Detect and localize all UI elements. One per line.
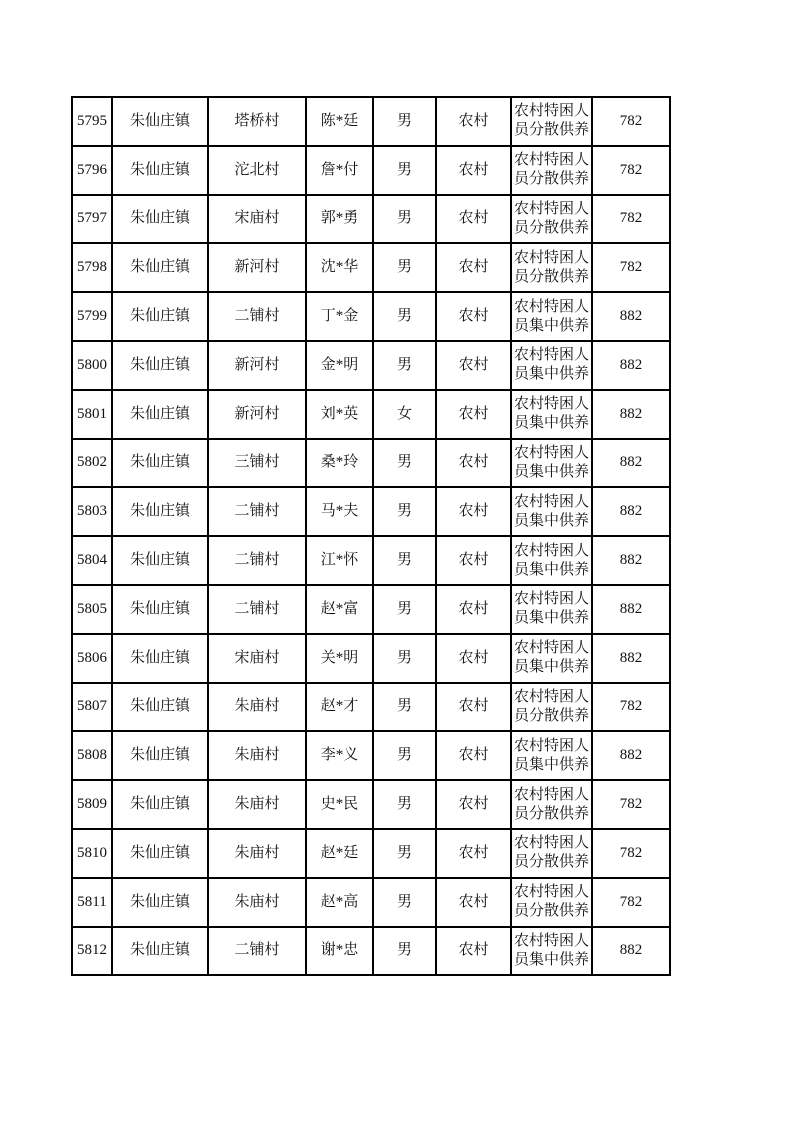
cell-town: 朱仙庄镇: [112, 439, 208, 488]
cell-gender: 男: [373, 341, 436, 390]
table-row: [72, 683, 670, 732]
cell-amount: 782: [592, 97, 670, 146]
table-row: [72, 927, 670, 976]
cell-area-type: 农村: [436, 780, 511, 829]
cell-village: 朱庙村: [208, 878, 306, 927]
cell-record-id: 5801: [72, 390, 112, 439]
table-row: [72, 97, 670, 146]
cell-support-type: 农村特困人员集中供养: [511, 585, 592, 634]
cell-town: 朱仙庄镇: [112, 683, 208, 732]
table-row: [72, 878, 670, 927]
table-row: [72, 731, 670, 780]
cell-person-name: 谢*忠: [306, 927, 373, 976]
cell-area-type: 农村: [436, 927, 511, 976]
cell-amount: 782: [592, 195, 670, 244]
table-body: [72, 97, 670, 975]
cell-gender: 男: [373, 195, 436, 244]
cell-amount: 882: [592, 536, 670, 585]
cell-gender: 男: [373, 780, 436, 829]
table-row: [72, 292, 670, 341]
cell-town: 朱仙庄镇: [112, 536, 208, 585]
cell-person-name: 桑*玲: [306, 439, 373, 488]
cell-village: 朱庙村: [208, 683, 306, 732]
cell-record-id: 5810: [72, 829, 112, 878]
cell-support-type: 农村特困人员集中供养: [511, 731, 592, 780]
cell-gender: 男: [373, 292, 436, 341]
cell-amount: 782: [592, 829, 670, 878]
cell-amount: 782: [592, 878, 670, 927]
cell-support-type: 农村特困人员分散供养: [511, 243, 592, 292]
cell-record-id: 5800: [72, 341, 112, 390]
cell-person-name: 赵*高: [306, 878, 373, 927]
cell-support-type: 农村特困人员集中供养: [511, 439, 592, 488]
cell-person-name: 沈*华: [306, 243, 373, 292]
cell-support-type: 农村特困人员集中供养: [511, 390, 592, 439]
cell-gender: 女: [373, 390, 436, 439]
welfare-recipients-table: [71, 96, 671, 976]
table-row: [72, 243, 670, 292]
cell-village: 沱北村: [208, 146, 306, 195]
cell-support-type: 农村特困人员分散供养: [511, 780, 592, 829]
cell-record-id: 5812: [72, 927, 112, 976]
cell-support-type: 农村特困人员集中供养: [511, 292, 592, 341]
cell-person-name: 马*夫: [306, 487, 373, 536]
table-row: [72, 146, 670, 195]
cell-amount: 782: [592, 780, 670, 829]
cell-village: 塔桥村: [208, 97, 306, 146]
cell-amount: 782: [592, 146, 670, 195]
welfare-table-container: [71, 96, 671, 976]
cell-amount: 782: [592, 243, 670, 292]
cell-village: 宋庙村: [208, 195, 306, 244]
cell-support-type: 农村特困人员集中供养: [511, 536, 592, 585]
cell-village: 二铺村: [208, 585, 306, 634]
table-row: [72, 585, 670, 634]
table-row: [72, 439, 670, 488]
cell-gender: 男: [373, 536, 436, 585]
cell-area-type: 农村: [436, 97, 511, 146]
cell-town: 朱仙庄镇: [112, 585, 208, 634]
cell-support-type: 农村特困人员分散供养: [511, 195, 592, 244]
cell-area-type: 农村: [436, 292, 511, 341]
cell-support-type: 农村特困人员分散供养: [511, 146, 592, 195]
cell-support-type: 农村特困人员集中供养: [511, 634, 592, 683]
cell-support-type: 农村特困人员分散供养: [511, 878, 592, 927]
cell-person-name: 刘*英: [306, 390, 373, 439]
cell-gender: 男: [373, 97, 436, 146]
table-row: [72, 195, 670, 244]
cell-town: 朱仙庄镇: [112, 927, 208, 976]
cell-amount: 782: [592, 683, 670, 732]
cell-person-name: 赵*才: [306, 683, 373, 732]
cell-village: 新河村: [208, 243, 306, 292]
cell-person-name: 关*明: [306, 634, 373, 683]
cell-gender: 男: [373, 731, 436, 780]
cell-village: 二铺村: [208, 536, 306, 585]
table-row: [72, 536, 670, 585]
cell-gender: 男: [373, 585, 436, 634]
cell-record-id: 5809: [72, 780, 112, 829]
cell-record-id: 5798: [72, 243, 112, 292]
cell-area-type: 农村: [436, 390, 511, 439]
cell-town: 朱仙庄镇: [112, 878, 208, 927]
cell-gender: 男: [373, 927, 436, 976]
cell-village: 朱庙村: [208, 829, 306, 878]
cell-gender: 男: [373, 634, 436, 683]
cell-area-type: 农村: [436, 487, 511, 536]
cell-town: 朱仙庄镇: [112, 780, 208, 829]
table-row: [72, 390, 670, 439]
cell-amount: 882: [592, 439, 670, 488]
cell-area-type: 农村: [436, 731, 511, 780]
cell-area-type: 农村: [436, 634, 511, 683]
cell-town: 朱仙庄镇: [112, 195, 208, 244]
cell-village: 三铺村: [208, 439, 306, 488]
table-row: [72, 829, 670, 878]
cell-gender: 男: [373, 878, 436, 927]
cell-area-type: 农村: [436, 341, 511, 390]
cell-person-name: 赵*廷: [306, 829, 373, 878]
cell-area-type: 农村: [436, 829, 511, 878]
cell-town: 朱仙庄镇: [112, 341, 208, 390]
cell-person-name: 郭*勇: [306, 195, 373, 244]
cell-area-type: 农村: [436, 585, 511, 634]
cell-support-type: 农村特困人员集中供养: [511, 341, 592, 390]
cell-town: 朱仙庄镇: [112, 487, 208, 536]
cell-gender: 男: [373, 146, 436, 195]
cell-village: 二铺村: [208, 292, 306, 341]
cell-gender: 男: [373, 487, 436, 536]
cell-town: 朱仙庄镇: [112, 146, 208, 195]
cell-gender: 男: [373, 683, 436, 732]
cell-village: 新河村: [208, 341, 306, 390]
cell-person-name: 赵*富: [306, 585, 373, 634]
cell-support-type: 农村特困人员分散供养: [511, 683, 592, 732]
cell-town: 朱仙庄镇: [112, 292, 208, 341]
cell-record-id: 5811: [72, 878, 112, 927]
cell-village: 宋庙村: [208, 634, 306, 683]
table-row: [72, 634, 670, 683]
table-row: [72, 487, 670, 536]
cell-gender: 男: [373, 439, 436, 488]
cell-area-type: 农村: [436, 146, 511, 195]
cell-amount: 882: [592, 390, 670, 439]
cell-support-type: 农村特困人员集中供养: [511, 927, 592, 976]
cell-amount: 882: [592, 292, 670, 341]
cell-area-type: 农村: [436, 195, 511, 244]
cell-village: 新河村: [208, 390, 306, 439]
cell-village: 朱庙村: [208, 780, 306, 829]
cell-town: 朱仙庄镇: [112, 634, 208, 683]
cell-amount: 882: [592, 927, 670, 976]
cell-area-type: 农村: [436, 878, 511, 927]
cell-village: 二铺村: [208, 927, 306, 976]
cell-record-id: 5802: [72, 439, 112, 488]
cell-gender: 男: [373, 243, 436, 292]
table-row: [72, 780, 670, 829]
cell-village: 二铺村: [208, 487, 306, 536]
cell-record-id: 5808: [72, 731, 112, 780]
cell-record-id: 5799: [72, 292, 112, 341]
cell-amount: 882: [592, 731, 670, 780]
cell-town: 朱仙庄镇: [112, 97, 208, 146]
cell-record-id: 5795: [72, 97, 112, 146]
cell-support-type: 农村特困人员分散供养: [511, 829, 592, 878]
cell-amount: 882: [592, 585, 670, 634]
cell-record-id: 5804: [72, 536, 112, 585]
cell-area-type: 农村: [436, 243, 511, 292]
cell-person-name: 李*义: [306, 731, 373, 780]
cell-person-name: 金*明: [306, 341, 373, 390]
cell-record-id: 5805: [72, 585, 112, 634]
cell-town: 朱仙庄镇: [112, 829, 208, 878]
cell-area-type: 农村: [436, 439, 511, 488]
cell-person-name: 詹*付: [306, 146, 373, 195]
cell-amount: 882: [592, 341, 670, 390]
cell-town: 朱仙庄镇: [112, 731, 208, 780]
cell-person-name: 江*怀: [306, 536, 373, 585]
cell-record-id: 5796: [72, 146, 112, 195]
cell-gender: 男: [373, 829, 436, 878]
cell-area-type: 农村: [436, 536, 511, 585]
cell-person-name: 史*民: [306, 780, 373, 829]
cell-area-type: 农村: [436, 683, 511, 732]
cell-support-type: 农村特困人员集中供养: [511, 487, 592, 536]
cell-record-id: 5807: [72, 683, 112, 732]
cell-support-type: 农村特困人员分散供养: [511, 97, 592, 146]
cell-record-id: 5797: [72, 195, 112, 244]
cell-village: 朱庙村: [208, 731, 306, 780]
cell-town: 朱仙庄镇: [112, 243, 208, 292]
cell-amount: 882: [592, 487, 670, 536]
cell-record-id: 5803: [72, 487, 112, 536]
cell-person-name: 丁*金: [306, 292, 373, 341]
table-row: [72, 341, 670, 390]
cell-record-id: 5806: [72, 634, 112, 683]
cell-amount: 882: [592, 634, 670, 683]
cell-town: 朱仙庄镇: [112, 390, 208, 439]
cell-person-name: 陈*廷: [306, 97, 373, 146]
